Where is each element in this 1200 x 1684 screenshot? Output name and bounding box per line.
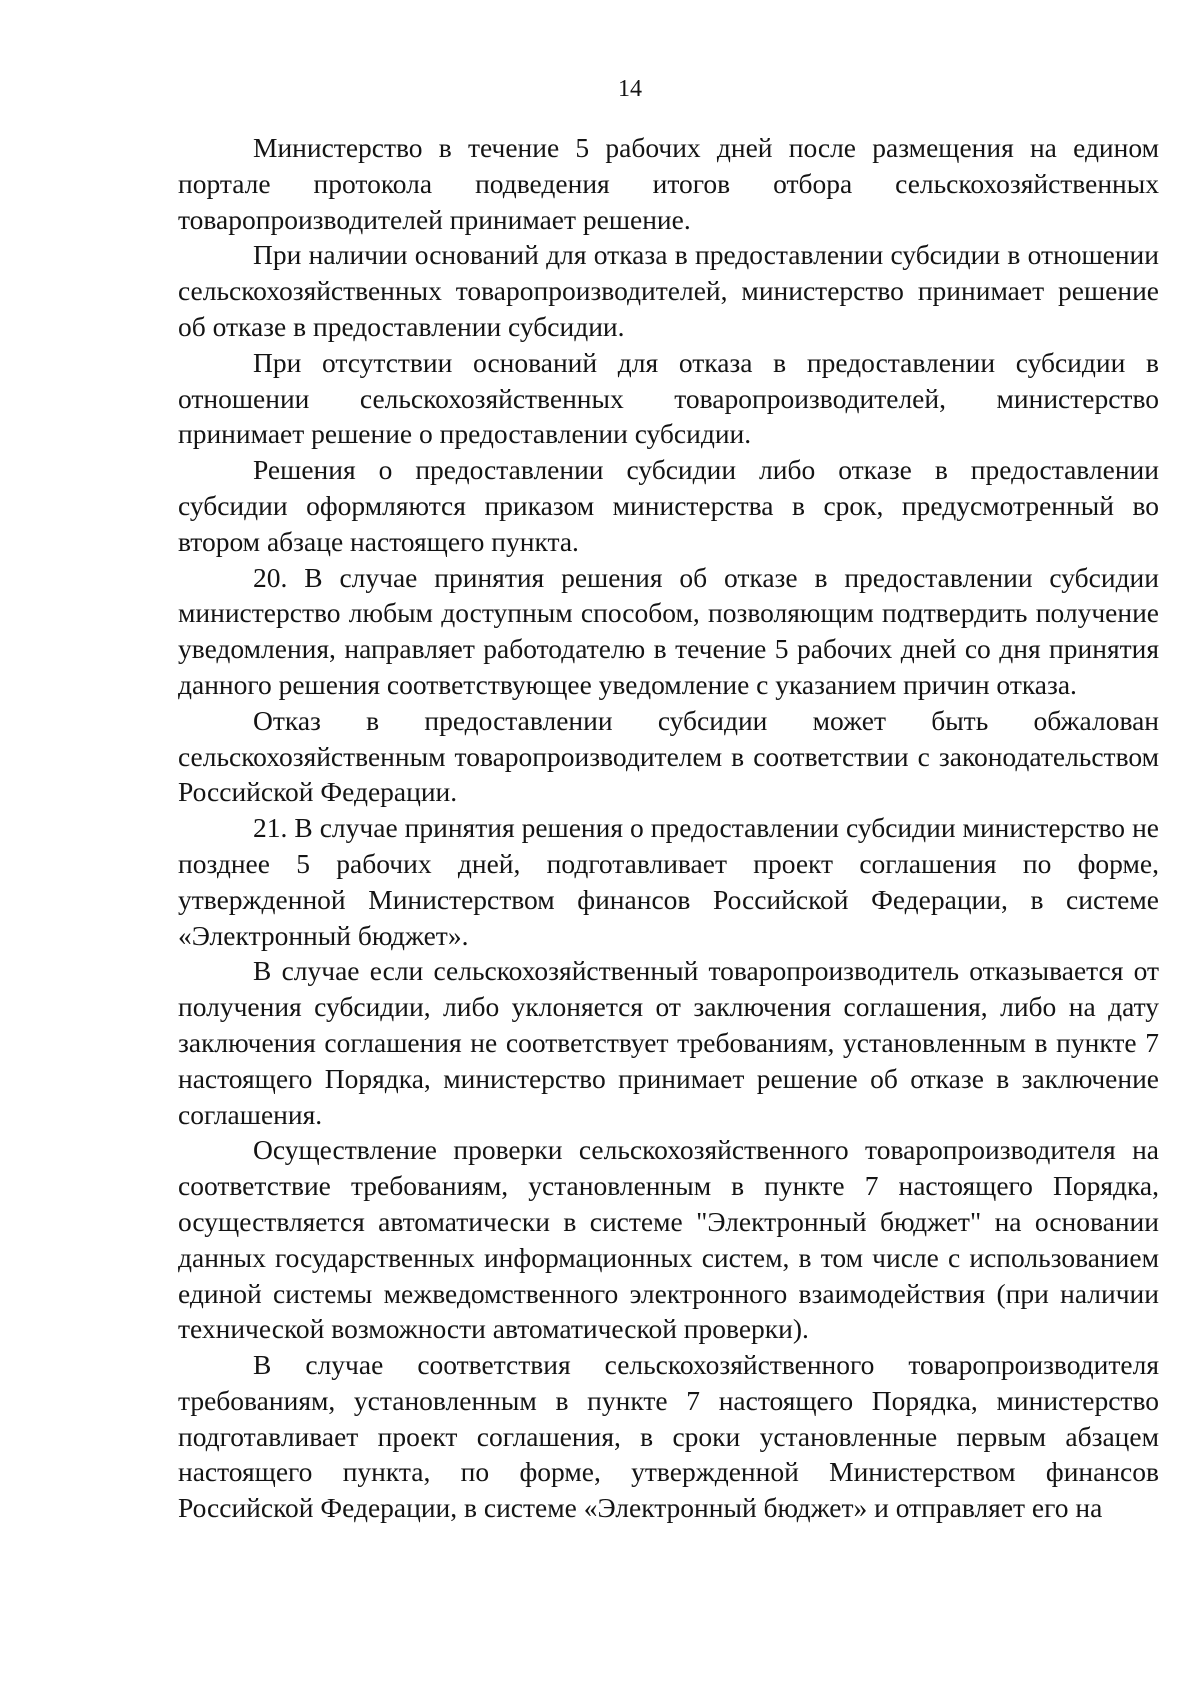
paragraph-decision-timeline: Министерство в течение 5 рабочих дней после размещения на едином портале протокола подведения итогов отбора сельскохозяйственных товаропроизводителей принимает решение. [178, 132, 1159, 235]
paragraph-item-21: 21. В случае принятия решения о предоставлении субсидии министерство не позднее 5 рабочих дней, подготавливает проект соглашения по форме, утвержденной Министерством финансов Российской Федерации, в системе «Электронный бюджет». [178, 812, 1159, 951]
page-number: 14 [618, 76, 642, 102]
paragraph-item-20: 20. В случае принятия решения об отказе в предоставлении субсидии министерство любым доступным способом, позволяющим подтвердить получение уведомления, направляет работодателю в течение 5 рабочих дней со дня принятия данного решения соответствующее уведомление с указанием причин отказа. [178, 561, 1159, 700]
paragraph-decision-order: Решения о предоставлении субсидии либо отказе в предоставлении субсидии оформляются приказом министерства в срок, предусмотренный во втором абзаце настоящего пункта. [178, 454, 1159, 557]
paragraph-appeal: Отказ в предоставлении субсидии может быть обжалован сельскохозяйственным товаропроизводителем в соответствии с законодательством Российской Федерации. [178, 704, 1159, 808]
paragraph-refusal-agreement: В случае если сельскохозяйственный товаропроизводитель отказывается от получения субсидии, либо уклоняется от заключения соглашения, либо на дату заключения соглашения не соответствует требованиям, установленным в пункте 7 настоящего Порядка, министерство принимает решение об отказе в заключение соглашения. [178, 955, 1159, 1130]
paragraph-automatic-check: Осуществление проверки сельскохозяйственного товаропроизводителя на соответствие требованиям, установленным в пункте 7 настоящего Порядка, осуществляется автоматически в системе "Электронный бюджет" на основании данных государственных информационных систем, в том числе с использованием единой системы межведомственного электронного взаимодействия (при наличии технической возможности автоматической проверки). [178, 1134, 1159, 1345]
paragraph-agreement-preparation: В случае соответствия сельскохозяйственного товаропроизводителя требованиям, установленным в пункте 7 настоящего Порядка, министерство подготавливает проект соглашения, в сроки установленные первым абзацем настоящего пункта, по форме, утвержденной Министерством финансов Российской Федерации, в системе «Электронный бюджет» и отправляет его на [178, 1349, 1159, 1524]
document-body [178, 130, 1159, 1526]
paragraph-no-refusal-grounds: При отсутствии оснований для отказа в предоставлении субсидии в отношении сельскохозяйственных товаропроизводителей, министерство принимает решение о предоставлении субсидии. [178, 346, 1159, 450]
paragraph-refusal-grounds: При наличии оснований для отказа в предоставлении субсидии в отношении сельскохозяйственных товаропроизводителей, министерство принимает решение об отказе в предоставлении субсидии. [178, 239, 1159, 342]
